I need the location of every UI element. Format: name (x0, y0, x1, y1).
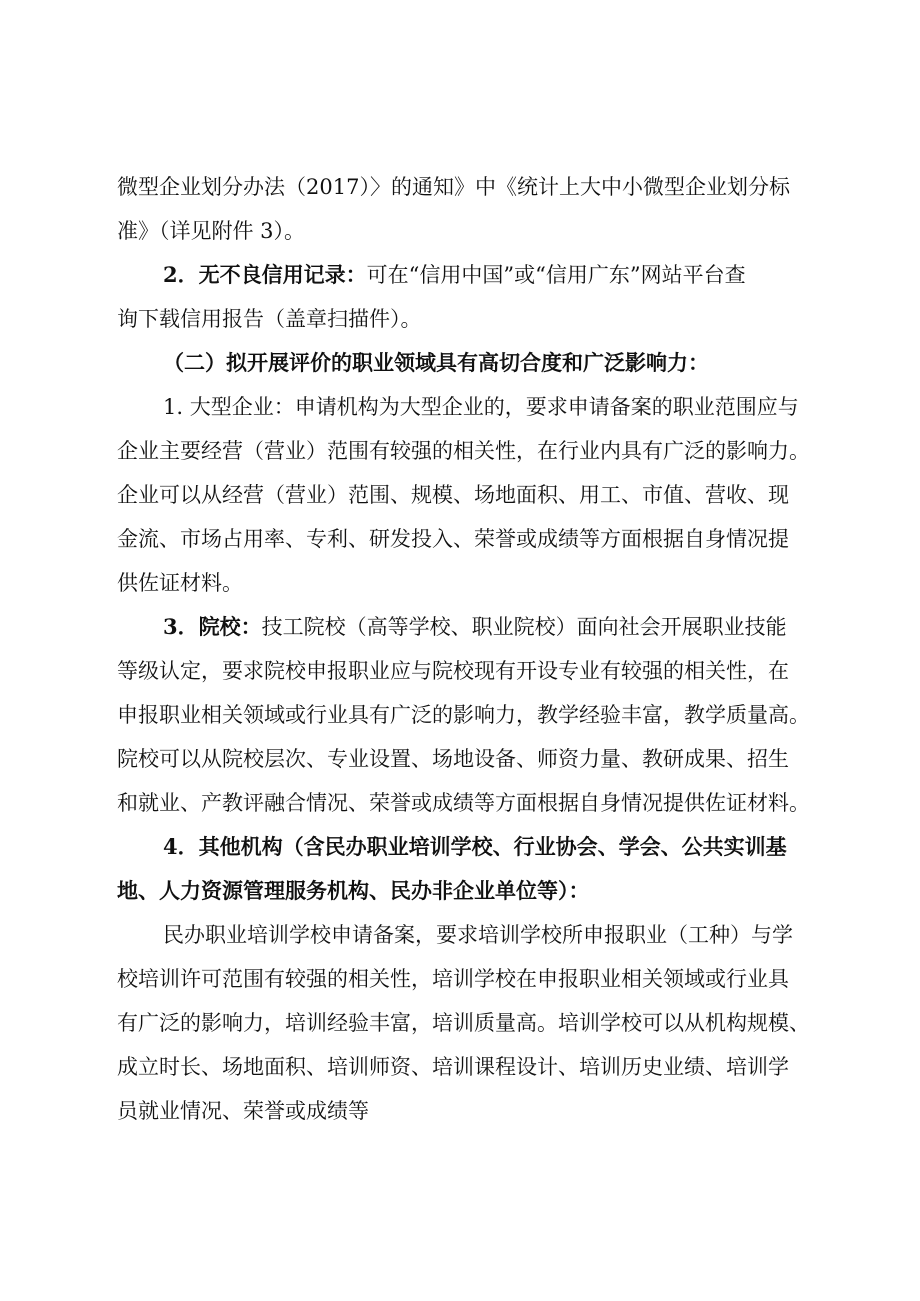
body-text: 金流、市场占用率、专利、研发投入、荣誉或成绩等方面根据自身情况提 (117, 527, 789, 551)
body-text: 申请机构为大型企业的，要求申请备案的职业范围应与 (294, 395, 799, 419)
body-text: 技工院校（高等学校、职业院校）面向社会开展职业技能 (261, 615, 787, 639)
section-heading: （二）拟开展评价的职业领域具有高切合度和广泛影响力： (163, 350, 709, 375)
body-text: 申报职业相关领域或行业具有广泛的影响力，教学经验丰富，教学质量高。 (117, 703, 810, 727)
paragraph-text (163, 612, 787, 642)
item-heading: 地、人力资源管理服务机构、民办非企业单位等）： (117, 878, 590, 903)
paragraph-text (163, 392, 799, 422)
body-text: 微型企业划分办法（2017）〉的通知》中《统计上大中小微型企业划分标 (117, 175, 790, 199)
body-text: 等级认定，要求院校申报职业应与院校现有开设专业有较强的相关性，在 (117, 659, 789, 683)
body-text: 员就业情况、荣誉或成绩等 (117, 1099, 369, 1123)
body-text: 院校可以从院校层次、专业设置、场地设备、师资力量、教研成果、招生 (117, 747, 789, 771)
body-text: 有广泛的影响力，培训经验丰富，培训质量高。培训学校可以从机构规模、 (117, 1011, 810, 1035)
item-heading: 3．院校： (163, 614, 262, 639)
body-text: 准》（详见附件 3）。 (117, 219, 306, 243)
item-heading: 4．其他机构（含民办职业培训学校、行业协会、学会、公共实训基 (163, 834, 787, 859)
body-text: 企业可以从经营（营业）范围、规模、场地面积、用工、市值、营收、现 (117, 483, 789, 507)
body-text: 询下载信用报告（盖章扫描件）。 (117, 307, 422, 331)
paragraph-text (163, 260, 746, 290)
body-text: 可在“信用中国”或“信用广东”网站平台查 (366, 263, 746, 287)
body-text: 供佐证材料。 (117, 571, 243, 595)
body-text: 成立时长、场地面积、培训师资、培训课程设计、培训历史业绩、培训学 (117, 1055, 789, 1079)
body-text: 民办职业培训学校申请备案，要求培训学校所申报职业（工种）与学 (163, 923, 793, 947)
item-heading: 1. 大型企业： (163, 395, 295, 419)
body-text: 企业主要经营（营业）范围有较强的相关性，在行业内具有广泛的影响力。 (117, 439, 810, 463)
body-text: 和就业、产教评融合情况、荣誉或成绩等方面根据自身情况提供佐证材料。 (117, 791, 810, 815)
item-heading: 2．无不良信用记录： (163, 262, 367, 287)
body-text: 校培训许可范围有较强的相关性，培训学校在申报职业相关领域或行业具 (117, 967, 789, 991)
